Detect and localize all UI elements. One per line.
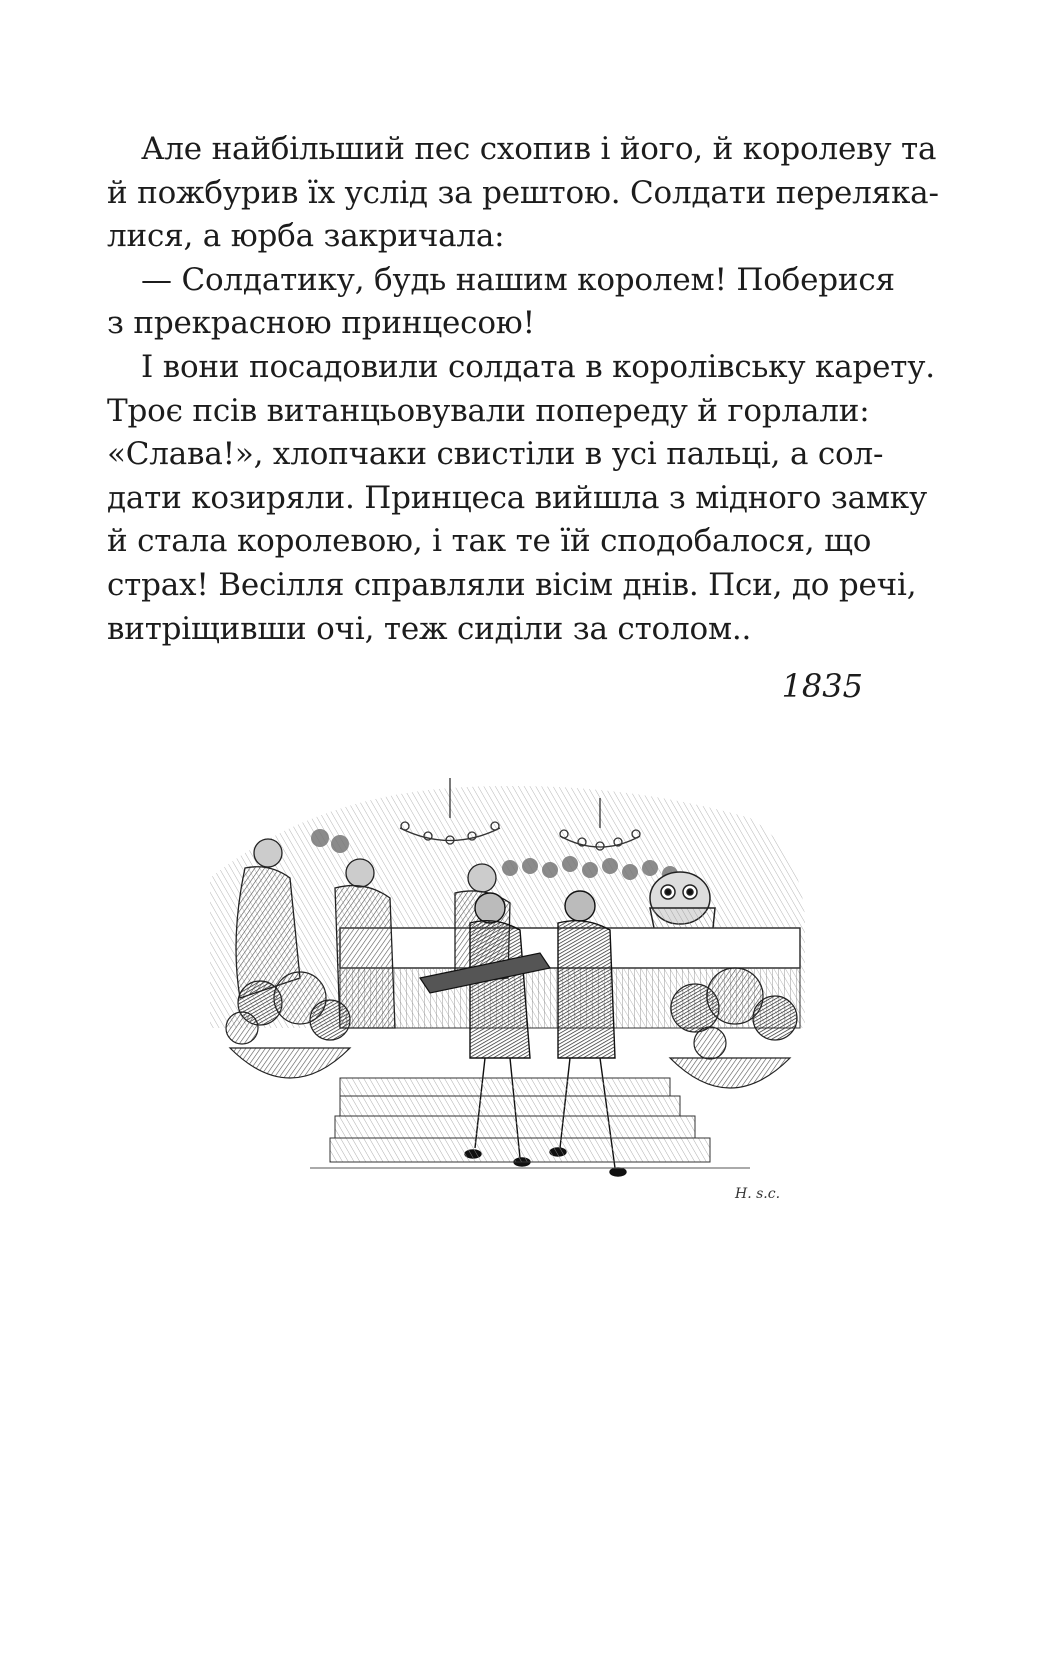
text-line: й стала королевою, і так те їй сподобалося, що (107, 523, 872, 560)
text-line: «Слава!», хлопчаки свистіли в усі пальці, а сол- (107, 436, 884, 473)
engraver-signature: H. s.c. (735, 1186, 781, 1202)
text-line: І вони посадовили солдата в королівську карету. (141, 348, 935, 385)
text-line: й пожбурив їх услід за рештою. Солдати переляка- (107, 174, 939, 211)
paragraph (107, 346, 935, 651)
paragraph (107, 128, 939, 259)
text-line: Але найбільший пес схопив і його, й королеву та (141, 131, 937, 167)
paragraph (107, 259, 895, 346)
date-signature: 1835 (781, 667, 863, 705)
text-line: з прекрасною принцесою! (107, 305, 535, 342)
text-line: витріщивши очі, теж сиділи за столом.. (107, 610, 752, 647)
stairs (310, 1078, 750, 1168)
text-line: Троє псів витанцьовували попереду й горлали: (107, 392, 870, 429)
feast-engraving-image (190, 758, 818, 1208)
text-line: страх! Весілля справляли вісім днів. Пси, до речі, (107, 566, 917, 603)
text-line: лися, а юрба закричала: (107, 218, 505, 255)
text-line: дати козиряли. Принцеса вийшла з мідного замку (107, 479, 927, 516)
text-line: — Солдатику, будь нашим королем! Поберися (141, 261, 895, 298)
text-body (107, 128, 939, 651)
